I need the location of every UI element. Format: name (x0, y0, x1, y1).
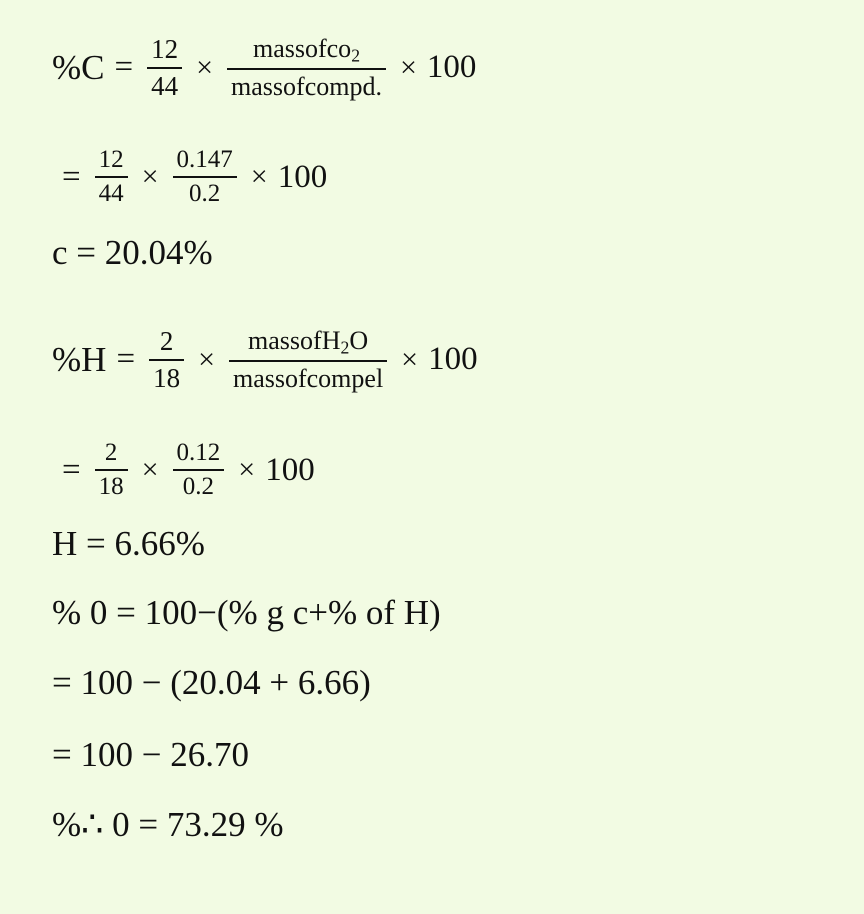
fraction-2-over-18 (149, 326, 184, 392)
equals-sign: = (62, 451, 81, 488)
fraction-numerator (244, 326, 372, 358)
numerator-text: massofH (248, 326, 341, 355)
fraction-bar (173, 176, 237, 178)
equation-line-percent-hydrogen-substituted (0, 439, 315, 501)
equation-line-percent-carbon-substituted (0, 146, 327, 208)
numerator-tail: O (349, 326, 369, 355)
hundred-value: 100 (265, 451, 315, 488)
fraction-bar (95, 469, 128, 471)
fraction-numerator: 0.12 (176, 439, 221, 466)
fraction-denominator: 18 (98, 473, 124, 500)
equation-line-percent-oxygen-result (0, 807, 284, 842)
equation-line-percent-oxygen-formula (0, 595, 441, 630)
multiplication-sign: × (399, 50, 417, 84)
hydrogen-result-text: H = 6.66% (52, 524, 205, 563)
equation-line-percent-oxygen-intermediate (0, 737, 249, 772)
multiplication-sign: × (198, 342, 215, 376)
fraction-0147-over-02 (173, 146, 237, 208)
fraction-denominator: 44 (151, 70, 179, 101)
fraction-numerator: 12 (151, 34, 179, 65)
hundred-value: 100 (426, 49, 477, 86)
fraction-numerator (249, 34, 364, 66)
fraction-massh2o-over-masscompound (229, 326, 387, 393)
multiplication-sign: × (250, 160, 268, 193)
percent-oxygen-formula-text: % 0 = 100−(% g c+% of H) (52, 593, 441, 632)
fraction-bar (227, 68, 386, 70)
carbon-result-text: c = 20.04% (52, 233, 213, 272)
percent-oxygen-substituted-text: = 100 − (20.04 + 6.66) (52, 663, 371, 702)
fraction-bar (173, 469, 225, 471)
numerator-subscript: 2 (340, 337, 350, 358)
hundred-value: 100 (277, 158, 328, 195)
fraction-denominator: 0.2 (182, 473, 215, 500)
equation-line-percent-carbon-formula (0, 34, 476, 101)
equals-sign: = (62, 158, 81, 195)
numerator-text: massofco (252, 34, 352, 63)
multiplication-sign: × (238, 453, 256, 486)
multiplication-sign: × (141, 160, 159, 193)
fraction-denominator: 18 (153, 362, 181, 393)
multiplication-sign: × (141, 453, 159, 486)
equation-line-hydrogen-result (0, 526, 205, 561)
fraction-denominator: 0.2 (189, 180, 221, 207)
fraction-2-over-18 (95, 439, 128, 501)
fraction-massco2-over-masscompound (227, 34, 386, 101)
equation-line-percent-hydrogen-formula (0, 326, 478, 393)
fraction-bar (95, 176, 128, 178)
equals-sign: = (116, 341, 136, 378)
fraction-bar (229, 360, 387, 362)
equation-line-carbon-result (0, 235, 213, 270)
fraction-denominator: 44 (98, 180, 124, 207)
multiplication-sign: × (401, 342, 419, 376)
fraction-bar (147, 67, 182, 69)
equals-sign: = (114, 49, 134, 86)
percent-oxygen-result-text: %∴ 0 = 73.29 % (52, 805, 284, 844)
fraction-012-over-02 (173, 439, 225, 501)
fraction-numerator: 2 (159, 326, 174, 357)
percent-oxygen-intermediate-text: = 100 − 26.70 (52, 735, 249, 774)
hundred-value: 100 (428, 341, 478, 378)
percent-carbon-label: %C (52, 48, 105, 88)
fraction-denominator: massofcompel (232, 364, 384, 394)
equation-line-percent-oxygen-substituted (0, 665, 371, 700)
fraction-12-over-44 (95, 146, 128, 208)
fraction-bar (149, 359, 184, 361)
percent-hydrogen-label: %H (52, 340, 107, 380)
fraction-numerator: 2 (104, 439, 118, 466)
fraction-numerator: 12 (98, 146, 124, 173)
multiplication-sign: × (196, 50, 214, 84)
fraction-denominator: massofcompd. (231, 72, 382, 102)
numerator-subscript: 2 (351, 45, 361, 66)
fraction-numerator: 0.147 (176, 146, 233, 173)
fraction-12-over-44 (147, 34, 182, 100)
